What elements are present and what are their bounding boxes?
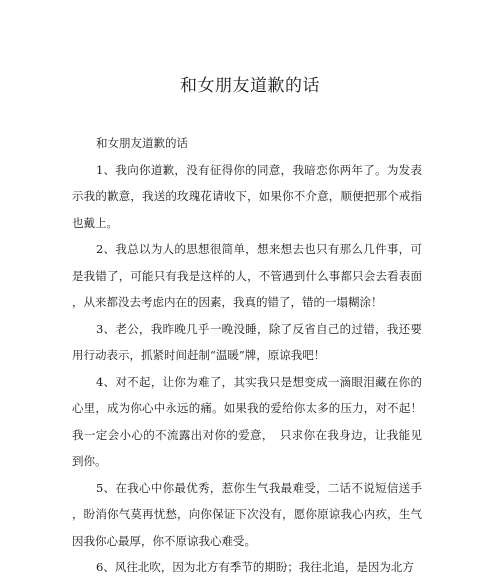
paragraph-1: 1、我向你道歉，没有征得你的同意，我暗恋你两年了。为发表示我的歉意，我送的玫瑰花请收下，如果你不介意，顺便把那个戒指也戴上。 [72, 162, 422, 230]
paragraph-4: 4、对不起，让你为难了，其实我只是想变成一滴眼泪藏在你的心里，成为你心中永远的痛。如果我的爱给你太多的压力，对不起！我一定会小心的不流露出对你的爱意， 只求你在我身边，让我能见到你。 [72, 374, 422, 468]
document-body [72, 130, 422, 581]
paragraph-2: 2、我总以为人的思想很简单，想来想去也只有那么几件事，可是我错了，可能只有我是这样的人，不管遇到什么事都只会去看表面，从来都没去考虑内在的因素，我真的错了，错的一塌糊涂！ [72, 242, 422, 309]
document-title: 和女朋友道歉的话 [180, 76, 320, 96]
paragraph-3: 3、老公，我昨晚几乎一晚没睡，除了反省自己的过错，我还要用行动表示，抓紧时间赶制“温暖”牌，原谅我吧！ [72, 321, 422, 362]
paragraph-5: 5、在我心中你最优秀，惹你生气我最难受，二话不说短信送手，盼消你气莫再忧愁，向你保证下次没有，愿你原谅我心内疚，生气因我你心最厚，你不原谅我心难受。 [72, 480, 422, 548]
document-subtitle: 和女朋友道歉的话 [96, 136, 188, 150]
paragraph-6: 6、风往北吹，因为北方有季节的期盼；我往北追，是因为北方 [96, 560, 414, 574]
